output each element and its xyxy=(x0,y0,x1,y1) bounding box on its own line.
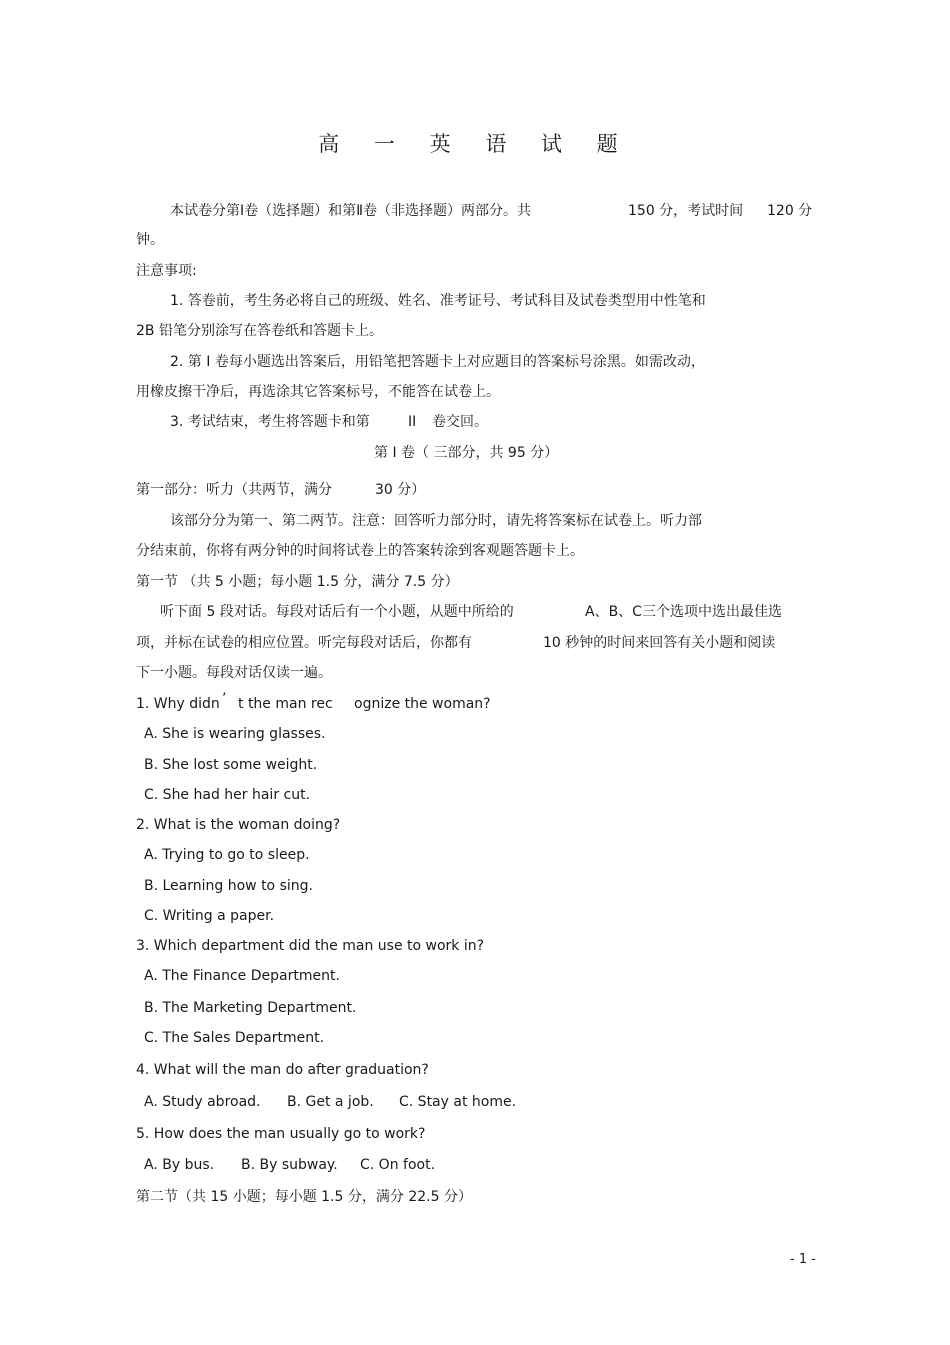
question-1-stem-end: ognize the woman? xyxy=(354,696,491,712)
intro-text-cont: 钟。 xyxy=(136,232,164,248)
question-4-stem: 4. What will the man do after graduation? xyxy=(136,1062,429,1078)
page-number: - 1 - xyxy=(790,1252,816,1267)
note-3: 3. 考试结束，考生将答题卡和第 xyxy=(170,414,370,430)
note-3-volume: II xyxy=(408,414,417,430)
question-4-option-c: C. Stay at home. xyxy=(399,1094,517,1110)
question-2-option-c: C. Writing a paper. xyxy=(144,908,275,924)
section1-instructions: 听下面 5 段对话。每段对话后有一个小题，从题中所给的 xyxy=(160,604,514,620)
notes-heading: 注意事项: xyxy=(136,263,197,279)
volume-heading: 第 Ⅰ 卷（ 三部分，共 95 分） xyxy=(374,445,559,461)
part1-score: 30 分） xyxy=(375,482,426,498)
question-1-option-c: C. She had her hair cut. xyxy=(144,787,311,803)
question-3-option-b: B. The Marketing Department. xyxy=(144,1000,357,1016)
question-5-stem: 5. How does the man usually go to work? xyxy=(136,1126,426,1142)
question-1-stem-mid: t the man rec xyxy=(238,696,333,712)
question-1-option-b: B. She lost some weight. xyxy=(144,757,318,773)
question-5-option-b: B. By subway. xyxy=(241,1157,338,1173)
question-3-stem: 3. Which department did the man use to work in? xyxy=(136,938,485,954)
question-1-stem: 1. Why didn xyxy=(136,696,220,712)
note-3-end: 卷交回。 xyxy=(432,414,488,430)
section1-instructions-end: 下一小题。每段对话仅读一遍。 xyxy=(136,665,332,681)
part1-desc: 该部分分为第一、第二两节。注意：回答听力部分时，请先将答案标在试卷上。听力部 xyxy=(170,513,702,529)
section1-instructions-options: A、B、C三个选项中选出最佳选 xyxy=(585,604,782,620)
note-2-cont: 用橡皮擦干净后，再选涂其它答案标号，不能答在试卷上。 xyxy=(136,384,500,400)
question-1-apostrophe: ’ xyxy=(222,691,227,707)
section1-instructions-time: 10 秒钟的时间来回答有关小题和阅读 xyxy=(543,635,776,651)
section1-heading: 第一节 （共 5 小题；每小题 1.5 分，满分 7.5 分） xyxy=(136,574,459,590)
note-1-cont: 2B 铅笔分别涂写在答卷纸和答题卡上。 xyxy=(136,323,383,339)
question-3-option-c: C. The Sales Department. xyxy=(144,1030,325,1046)
page-title: 高 一 英 语 试 题 xyxy=(318,132,632,156)
section1-instructions-cont: 项，并标在试卷的相应位置。听完每段对话后，你都有 xyxy=(136,635,472,651)
intro-score: 150 分，考试时间 xyxy=(628,203,744,219)
question-3-option-a: A. The Finance Department. xyxy=(144,968,340,984)
question-4-option-a: A. Study abroad. xyxy=(144,1094,261,1110)
question-2-option-a: A. Trying to go to sleep. xyxy=(144,847,310,863)
question-5-option-a: A. By bus. xyxy=(144,1157,215,1173)
question-5-option-c: C. On foot. xyxy=(360,1157,436,1173)
question-2-stem: 2. What is the woman doing? xyxy=(136,817,341,833)
note-2: 2. 第 Ⅰ 卷每小题选出答案后，用铅笔把答题卡上对应题目的答案标号涂黑。如需改动， xyxy=(170,354,705,370)
intro-text: 本试卷分第Ⅰ卷（选择题）和第Ⅱ卷（非选择题）两部分。共 xyxy=(170,203,532,219)
section2-heading: 第二节（共 15 小题；每小题 1.5 分，满分 22.5 分） xyxy=(136,1189,472,1205)
note-1: 1. 答卷前，考生务必将自己的班级、姓名、准考证号、考试科目及试卷类型用中性笔和 xyxy=(170,293,706,309)
part1-desc-cont: 分结束前，你将有两分钟的时间将试卷上的答案转涂到客观题答题卡上。 xyxy=(136,543,584,559)
part1-heading: 第一部分：听力（共两节，满分 xyxy=(136,482,332,498)
intro-time: 120 分 xyxy=(767,203,813,219)
question-1-option-a: A. She is wearing glasses. xyxy=(144,726,326,742)
question-2-option-b: B. Learning how to sing. xyxy=(144,878,313,894)
question-4-option-b: B. Get a job. xyxy=(287,1094,374,1110)
